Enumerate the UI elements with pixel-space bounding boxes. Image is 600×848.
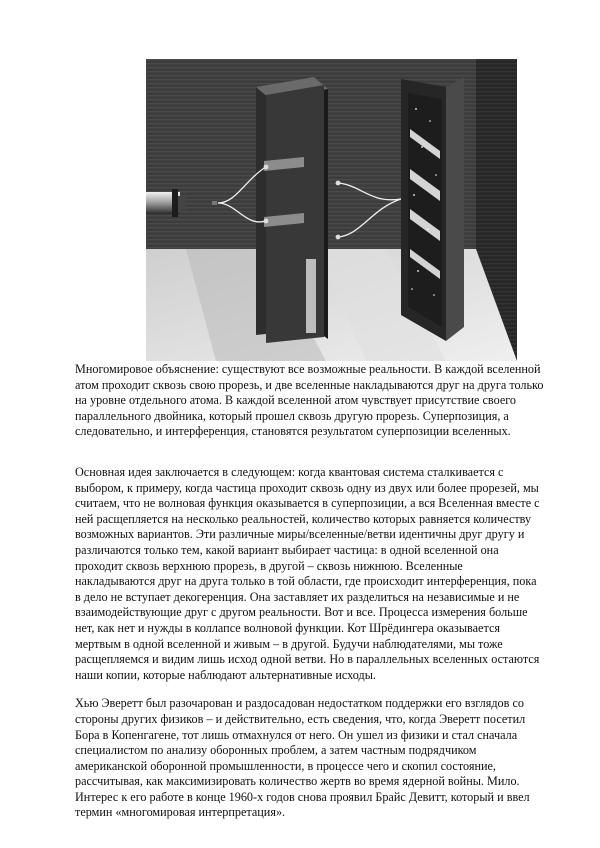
paragraph: Основная идея заключается в следующем: когда квантовая система сталкивается с выбором, к примеру, когда частица проходит сквозь одну из двух или более прорезей, мы считаем, что не волновая функция оказывается в суперпозиции, а вся Вселенная вместе с ней расщепляется на несколько реальностей, количество которых равняется количеству возможных вариантов. Эти различные миры/вселенные/ветви идентичны друг другу и различаются только тем, какой вариант выбирает частица: в одной вселенной она проходит сквозь верхнюю прорезь, в другой – сквозь нижнюю. Вселенные накладываются друг на друга только в той области, где происходит интерференция, пока в дело не вступает декогеренция. Она заставляет их разделиться на независимые и не взаимодействующие друг с другом реальности. Вот и все. Процесса измерения больше нет, как нет и нужды в коллапсе волновой функции. Кот Шрёдингера оказывается мертвым в одной вселенной и живым – в другой. Будучи наблюдателями, мы тоже расщепляемся и видим лишь исход одной ветви. Но в параллельных вселенных остаются наши копии, которые наблюдают альтернативные исходы. — [75, 465, 540, 682]
slit-panel — [256, 77, 328, 343]
paragraph: Хью Эверетт был разочарован и раздосадован недостатком поддержки его взглядов со стороны других физиков – и действительно, есть сведения, что, когда Эверетт посетил Бора в Копенгагене, тот лишь отмахнулся от него. Он ушел из физики и стал сначала специалистом по анализу оборонных проблем, а затем частным подрядчиком американской оборонной промышленности, в процессе чего и скопил состояние, рассчитывая, как максимизировать количество жертв во время ядерной войны. Мило. Интерес к его работе в конце 1960-х годов снова проявил Брайс Девитт, который и ввел термин «многомировая интерпретация». — [75, 696, 530, 820]
detector-screen — [401, 77, 464, 341]
article-body — [75, 465, 545, 834]
double-slit-illustration — [146, 59, 517, 361]
figure-caption: Многомировое объяснение: существуют все возможные реальности. В каждой вселенной атом проходит сквозь свою прорезь, и две вселенные накладываются друг на друга только на уровне отдельного атома. В каждой вселенной атом чувствует присутствие своего параллельного двойника, который прошел сквозь другую прорезь. Суперпозиция, а следовательно, и интерференция, становятся результатом суперпозиции вселенных. — [75, 362, 544, 439]
parallel-universes-diagram — [146, 59, 517, 361]
